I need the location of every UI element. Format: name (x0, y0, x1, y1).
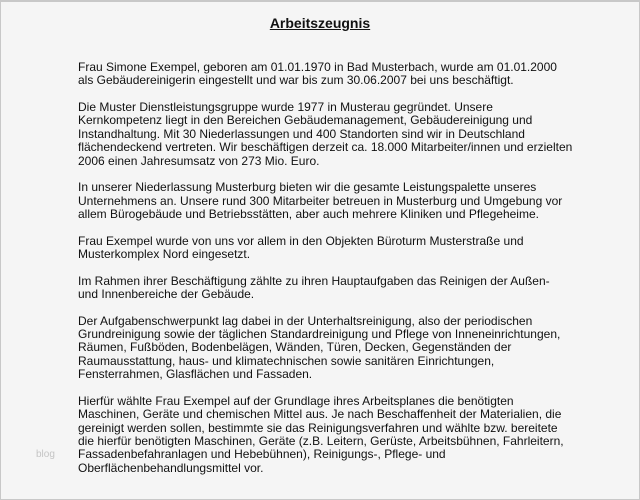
text-line: Kernkompetenz liegt in den Bereichen Gebäudemanagement, Gebäudereinigung und (78, 113, 533, 128)
text-line: Die Muster Dienstleistungsgruppe wurde 1977 in Musterau gegründet. Unsere (78, 100, 493, 114)
paragraph (78, 235, 618, 262)
paragraph (78, 395, 618, 475)
text-line: die hierfür benötigten Maschinen, Geräte (z.B. Leitern, Gerüste, Arbeitsbühnen, Fahrleitern, (78, 434, 564, 449)
text-line: Grundreinigung sowie der täglichen Standardreinigung und Pflege von Inneneinrichtungen, (78, 327, 561, 342)
text-line: Fassadenbefahranlagen und Hebebühnen), Reinigungs-, Pflege- und (78, 447, 446, 462)
text-line: Frau Exempel wurde von uns vor allem in den Objekten Büroturm Musterstraße und (78, 233, 524, 248)
paragraph (78, 315, 618, 382)
text-line: allem Bürogebäude und Betriebsstätten, aber auch mehrere Kliniken und Pflegeheime. (78, 207, 539, 222)
paragraph (78, 61, 618, 88)
text-line: flächendeckend vertreten. Wir beschäftigen derzeit ca. 18.000 Mitarbeiter/innen und erzielten (78, 140, 573, 155)
text-line: Hierfür wählte Frau Exempel auf der Grundlage ihres Arbeitsplanes die benötigten (78, 393, 514, 408)
text-line: Oberflächenbehandlungsmittel vor. (78, 460, 264, 475)
paragraph (78, 275, 618, 302)
text-line: gereinigt werden sollen, bestimmte sie das Reinigungsverfahren und wählte bzw. bereitete (78, 420, 558, 435)
text-line: 2006 einen Jahresumsatz von 273 Mio. Euro. (78, 153, 320, 168)
paragraph (78, 101, 618, 168)
text-line: Fensterrahmen, Glasflächen und Fassaden. (78, 367, 313, 382)
text-line: Musterkomplex Nord eingesetzt. (78, 247, 251, 262)
document-title: Arbeitszeugnis (269, 15, 371, 31)
text-line: Räumen, Fußböden, Bodenbelägen, Wänden, Türen, Decken, Gegenständen der (78, 340, 512, 355)
paragraph (78, 181, 618, 221)
text-line: In unserer Niederlassung Musterburg bieten wir die gesamte Leistungspalette unseres (78, 180, 537, 195)
text-line: Raumausstattung, haus- und klimatechnischen sowie sanitären Einrichtungen, (78, 353, 495, 368)
watermark: blog (36, 449, 55, 460)
text-line: als Gebäudereinigerin eingestellt und war bis zum 30.06.2007 bei uns beschäftigt. (78, 73, 514, 88)
text-line: und Innenbereiche der Gebäude. (78, 287, 255, 302)
text-line: Unternehmens an. Unsere rund 300 Mitarbeiter betreuen in Musterburg und Umgebung vor (78, 193, 563, 208)
text-line: Der Aufgabenschwerpunkt lag dabei in der Unterhaltsreinigung, also der periodischen (78, 313, 533, 328)
text-line: Frau Simone Exempel, geboren am 01.01.1970 in Bad Musterbach, wurde am 01.01.2000 (78, 60, 557, 74)
document-body (78, 61, 618, 488)
text-line: Instandhaltung. Mit 30 Niederlassungen und 400 Standorten sind wir in Deutschland (78, 126, 525, 141)
text-line: Maschinen, Geräte und chemischen Mittel aus. Je nach Beschaffenheit der Materialien, die (78, 407, 562, 422)
text-line: Im Rahmen ihrer Beschäftigung zählte zu ihren Hauptaufgaben das Reinigen der Außen- (78, 273, 550, 288)
